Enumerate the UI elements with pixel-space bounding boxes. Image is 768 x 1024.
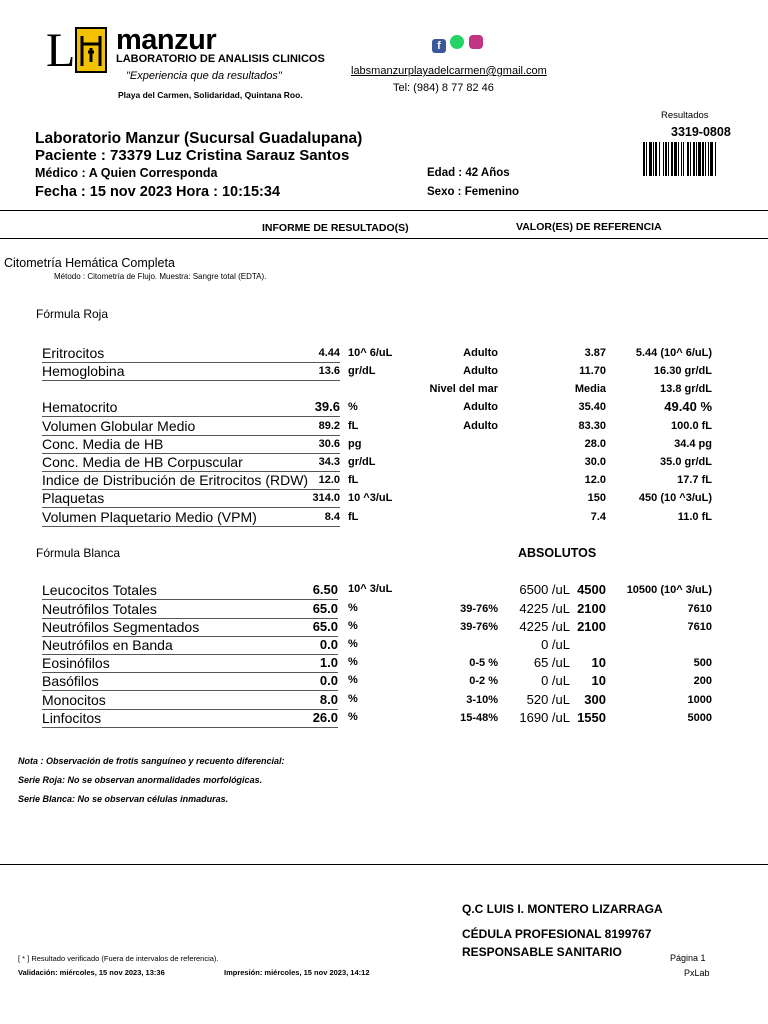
signer-name: Q.C LUIS I. MONTERO LIZARRAGA xyxy=(462,902,663,916)
report-date: Fecha : 15 nov 2023 Hora : 10:15:34 xyxy=(35,184,281,200)
reference-high: 16.30 gr/dL xyxy=(653,365,712,377)
barcode-bar xyxy=(655,142,657,176)
result-value: 314.0 xyxy=(312,492,340,504)
barcode-bar xyxy=(665,142,667,176)
divider-columns xyxy=(0,238,768,239)
logo-brand: manzur xyxy=(116,24,217,56)
reference-high: 17.7 fL xyxy=(677,474,712,486)
barcode-bar xyxy=(708,142,709,176)
result-label: Eosinófilos xyxy=(42,655,110,671)
barcode-bar xyxy=(643,142,645,176)
reference-category: Adulto xyxy=(463,420,498,432)
result-label: Neutrófilos en Banda xyxy=(42,637,173,653)
study-method: Método : Citometría de Flujo. Muestra: Sangre total (EDTA). xyxy=(54,272,267,281)
barcode-bar xyxy=(705,142,706,176)
barcode-bar xyxy=(659,142,660,176)
whatsapp-icon xyxy=(450,35,464,49)
absolutos-header: ABSOLUTOS xyxy=(518,546,597,560)
validation-date: Validación: miércoles, 15 nov 2023, 13:36 xyxy=(18,968,165,977)
result-label: Neutrófilos Segmentados xyxy=(42,619,200,635)
barcode-bar xyxy=(649,142,652,176)
note-serie-blanca: Serie Blanca: No se observan células inmaduras. xyxy=(18,794,229,804)
absolute-value: 65 /uL xyxy=(533,655,570,670)
result-unit: 10^ 3/uL xyxy=(348,583,393,595)
column-informe: INFORME DE RESULTADO(S) xyxy=(262,222,409,234)
reference-low: 2100 xyxy=(577,601,606,616)
row-underline xyxy=(42,416,340,417)
column-valores: VALOR(ES) DE REFERENCIA xyxy=(516,221,662,233)
reference-category: Adulto xyxy=(463,401,498,413)
reference-category: Nivel del mar xyxy=(429,383,498,395)
barcode xyxy=(643,142,741,176)
reference-high: 11.0 fL xyxy=(677,511,712,523)
result-label: Basófilos xyxy=(42,673,99,689)
print-date: Impresión: miércoles, 15 nov 2023, 14:12 xyxy=(224,968,370,977)
result-value: 12.0 xyxy=(318,474,340,486)
reference-high: 13.8 gr/dL xyxy=(660,383,712,395)
formula-blanca-title: Fórmula Blanca xyxy=(36,546,121,560)
absolute-value: 6500 /uL xyxy=(519,582,570,597)
patient-name: Paciente : 73379 Luz Cristina Sarauz Santos xyxy=(35,147,350,164)
reference-high: 5000 xyxy=(687,712,712,724)
signer-cedula: CÉDULA PROFESIONAL 8199767 xyxy=(462,927,652,941)
reference-high: 450 (10 ^3/uL) xyxy=(638,492,712,504)
result-unit: gr/dL xyxy=(348,456,376,468)
barcode-bar xyxy=(653,142,654,176)
reference-low: 28.0 xyxy=(584,438,606,450)
results-label: Resultados xyxy=(661,110,709,121)
reference-low: 150 xyxy=(587,492,606,504)
result-label: Hematocrito xyxy=(42,399,118,415)
result-unit: gr/dL xyxy=(348,365,376,377)
result-value: 89.2 xyxy=(318,420,340,432)
reference-low: 10 xyxy=(591,655,606,670)
note-serie-roja: Serie Roja: No se observan anormalidades morfológicas. xyxy=(18,775,263,785)
reference-low: 3.87 xyxy=(584,347,606,359)
result-label: Eritrocitos xyxy=(42,345,105,361)
divider-footer xyxy=(0,864,768,865)
reference-low: 11.70 xyxy=(579,365,606,377)
barcode-bar xyxy=(674,142,677,176)
row-underline xyxy=(42,727,338,728)
barcode-bar xyxy=(698,142,701,176)
result-value: 34.3 xyxy=(318,456,340,468)
barcode-bar xyxy=(715,142,716,176)
reference-percent: 0-2 % xyxy=(469,675,498,687)
result-label: Leucocitos Totales xyxy=(42,582,157,598)
result-label: Conc. Media de HB xyxy=(42,436,164,452)
reference-low: 4500 xyxy=(577,582,606,597)
row-underline xyxy=(42,507,340,508)
row-underline xyxy=(42,690,338,691)
barcode-bar xyxy=(683,142,684,176)
reference-percent: 39-76% xyxy=(460,603,498,615)
reference-high: 500 xyxy=(693,657,712,669)
reference-percent: 39-76% xyxy=(460,621,498,633)
result-value: 13.6 xyxy=(318,365,340,377)
logo-location: Playa del Carmen, Solidaridad, Quintana Roo. xyxy=(118,90,303,100)
barcode-bar xyxy=(668,142,669,176)
reference-percent: 15-48% xyxy=(460,712,498,724)
result-value: 0.0 xyxy=(319,637,338,652)
result-value: 30.6 xyxy=(318,438,340,450)
result-unit: fL xyxy=(348,511,359,523)
row-underline xyxy=(42,599,338,600)
result-unit: % xyxy=(348,638,358,650)
lab-logo xyxy=(46,22,116,78)
absolute-value: 1690 /uL xyxy=(519,710,570,725)
result-unit: % xyxy=(348,401,358,413)
barcode-bar xyxy=(710,142,713,176)
results-id: 3319-0808 xyxy=(671,125,731,139)
instagram-icon xyxy=(469,35,483,49)
result-unit: pg xyxy=(348,438,362,450)
result-unit: % xyxy=(348,711,358,723)
contact-phone: Tel: (984) 8 77 82 46 xyxy=(393,82,494,94)
result-label: Monocitos xyxy=(42,692,106,708)
lab-name: Laboratorio Manzur (Sucursal Guadalupana) xyxy=(35,130,363,147)
absolute-value: 0 /uL xyxy=(541,637,570,652)
reference-low: 35.40 xyxy=(578,401,606,413)
barcode-bar xyxy=(696,142,697,176)
barcode-bar xyxy=(693,142,695,176)
result-value: 6.50 xyxy=(312,582,338,597)
result-value: 26.0 xyxy=(312,710,338,725)
verified-legend: [ * ] Resultado verificado (Fuera de intervalos de referencia). xyxy=(18,954,219,963)
reference-percent: 0-5 % xyxy=(469,657,498,669)
result-value: 8.0 xyxy=(319,692,338,707)
reference-high: 7610 xyxy=(687,603,712,615)
reference-low: Media xyxy=(574,383,606,395)
result-value: 65.0 xyxy=(312,619,338,634)
reference-high: 49.40 % xyxy=(664,399,712,414)
result-value: 65.0 xyxy=(312,601,338,616)
reference-low: 83.30 xyxy=(578,420,606,432)
barcode-bar xyxy=(702,142,704,176)
result-value: 0.0 xyxy=(319,673,338,688)
reference-low: 2100 xyxy=(577,619,606,634)
reference-low: 300 xyxy=(584,692,606,707)
barcode-bar xyxy=(671,142,673,176)
reference-percent: 3-10% xyxy=(466,694,498,706)
result-label: Indice de Distribución de Eritrocitos (RDW) xyxy=(42,472,309,488)
study-title: Citometría Hemática Completa xyxy=(4,256,175,270)
logo-subtitle: LABORATORIO DE ANALISIS CLINICOS xyxy=(116,53,325,65)
result-label: Neutrófilos Totales xyxy=(42,601,157,617)
barcode-bar xyxy=(663,142,664,176)
absolute-value: 4225 /uL xyxy=(519,619,570,634)
row-underline xyxy=(42,380,340,381)
reference-high: 5.44 (10^ 6/uL) xyxy=(635,347,712,359)
reference-low: 7.4 xyxy=(590,511,606,523)
social-icons xyxy=(432,35,483,51)
barcode-bar xyxy=(681,142,682,176)
result-label: Hemoglobina xyxy=(42,363,125,379)
patient-sex: Sexo : Femenino xyxy=(427,186,520,198)
svg-text:L: L xyxy=(46,24,76,77)
result-unit: fL xyxy=(348,420,359,432)
result-unit: % xyxy=(348,620,358,632)
contact-email[interactable]: labsmanzurplayadelcarmen@gmail.com xyxy=(351,65,547,77)
result-label: Volumen Globular Medio xyxy=(42,418,196,434)
result-unit: 10 ^3/uL xyxy=(348,492,393,504)
absolute-value: 0 /uL xyxy=(541,673,570,688)
reference-high: 34.4 pg xyxy=(674,438,712,450)
divider-top xyxy=(0,210,768,211)
result-value: 1.0 xyxy=(319,655,338,670)
barcode-bar xyxy=(678,142,679,176)
result-unit: fL xyxy=(348,474,359,486)
result-value: 39.6 xyxy=(314,399,340,414)
result-unit: 10^ 6/uL xyxy=(348,347,393,359)
reference-category: Adulto xyxy=(463,347,498,359)
reference-low: 12.0 xyxy=(584,474,606,486)
result-label: Conc. Media de HB Corpuscular xyxy=(42,454,243,470)
doctor-name: Médico : A Quien Corresponda xyxy=(35,166,218,180)
note-header: Nota : Observación de frotis sanguíneo y recuento diferencial: xyxy=(18,756,285,766)
absolute-value: 520 /uL xyxy=(526,692,570,707)
barcode-bar xyxy=(687,142,689,176)
reference-high: 1000 xyxy=(687,694,712,706)
reference-high: 7610 xyxy=(687,621,712,633)
barcode-bar xyxy=(646,142,647,176)
reference-high: 100.0 fL xyxy=(671,420,712,432)
absolute-value: 4225 /uL xyxy=(519,601,570,616)
page-number: Página 1 xyxy=(670,953,706,963)
result-label: Volumen Plaquetario Medio (VPM) xyxy=(42,509,257,525)
formula-roja-title: Fórmula Roja xyxy=(36,307,109,321)
reference-high: 10500 (10^ 3/uL) xyxy=(626,584,712,596)
result-label: Plaquetas xyxy=(42,490,105,506)
reference-low: 1550 xyxy=(577,710,606,725)
row-underline xyxy=(42,526,340,527)
pxlab-label: PxLab xyxy=(684,968,710,978)
reference-high: 35.0 gr/dL xyxy=(660,456,712,468)
reference-high: 200 xyxy=(693,675,712,687)
result-value: 8.4 xyxy=(324,511,340,523)
reference-low: 10 xyxy=(591,673,606,688)
patient-age: Edad : 42 Años xyxy=(427,167,510,179)
logo-slogan: "Experiencia que da resultados" xyxy=(126,70,282,82)
reference-low: 30.0 xyxy=(584,456,606,468)
result-label: Linfocitos xyxy=(42,710,102,726)
barcode-bar xyxy=(690,142,691,176)
result-unit: % xyxy=(348,674,358,686)
reference-category: Adulto xyxy=(463,365,498,377)
facebook-icon: f xyxy=(432,39,446,53)
result-unit: % xyxy=(348,693,358,705)
result-unit: % xyxy=(348,602,358,614)
result-value: 4.44 xyxy=(318,347,340,359)
signer-role: RESPONSABLE SANITARIO xyxy=(462,945,622,959)
result-unit: % xyxy=(348,656,358,668)
